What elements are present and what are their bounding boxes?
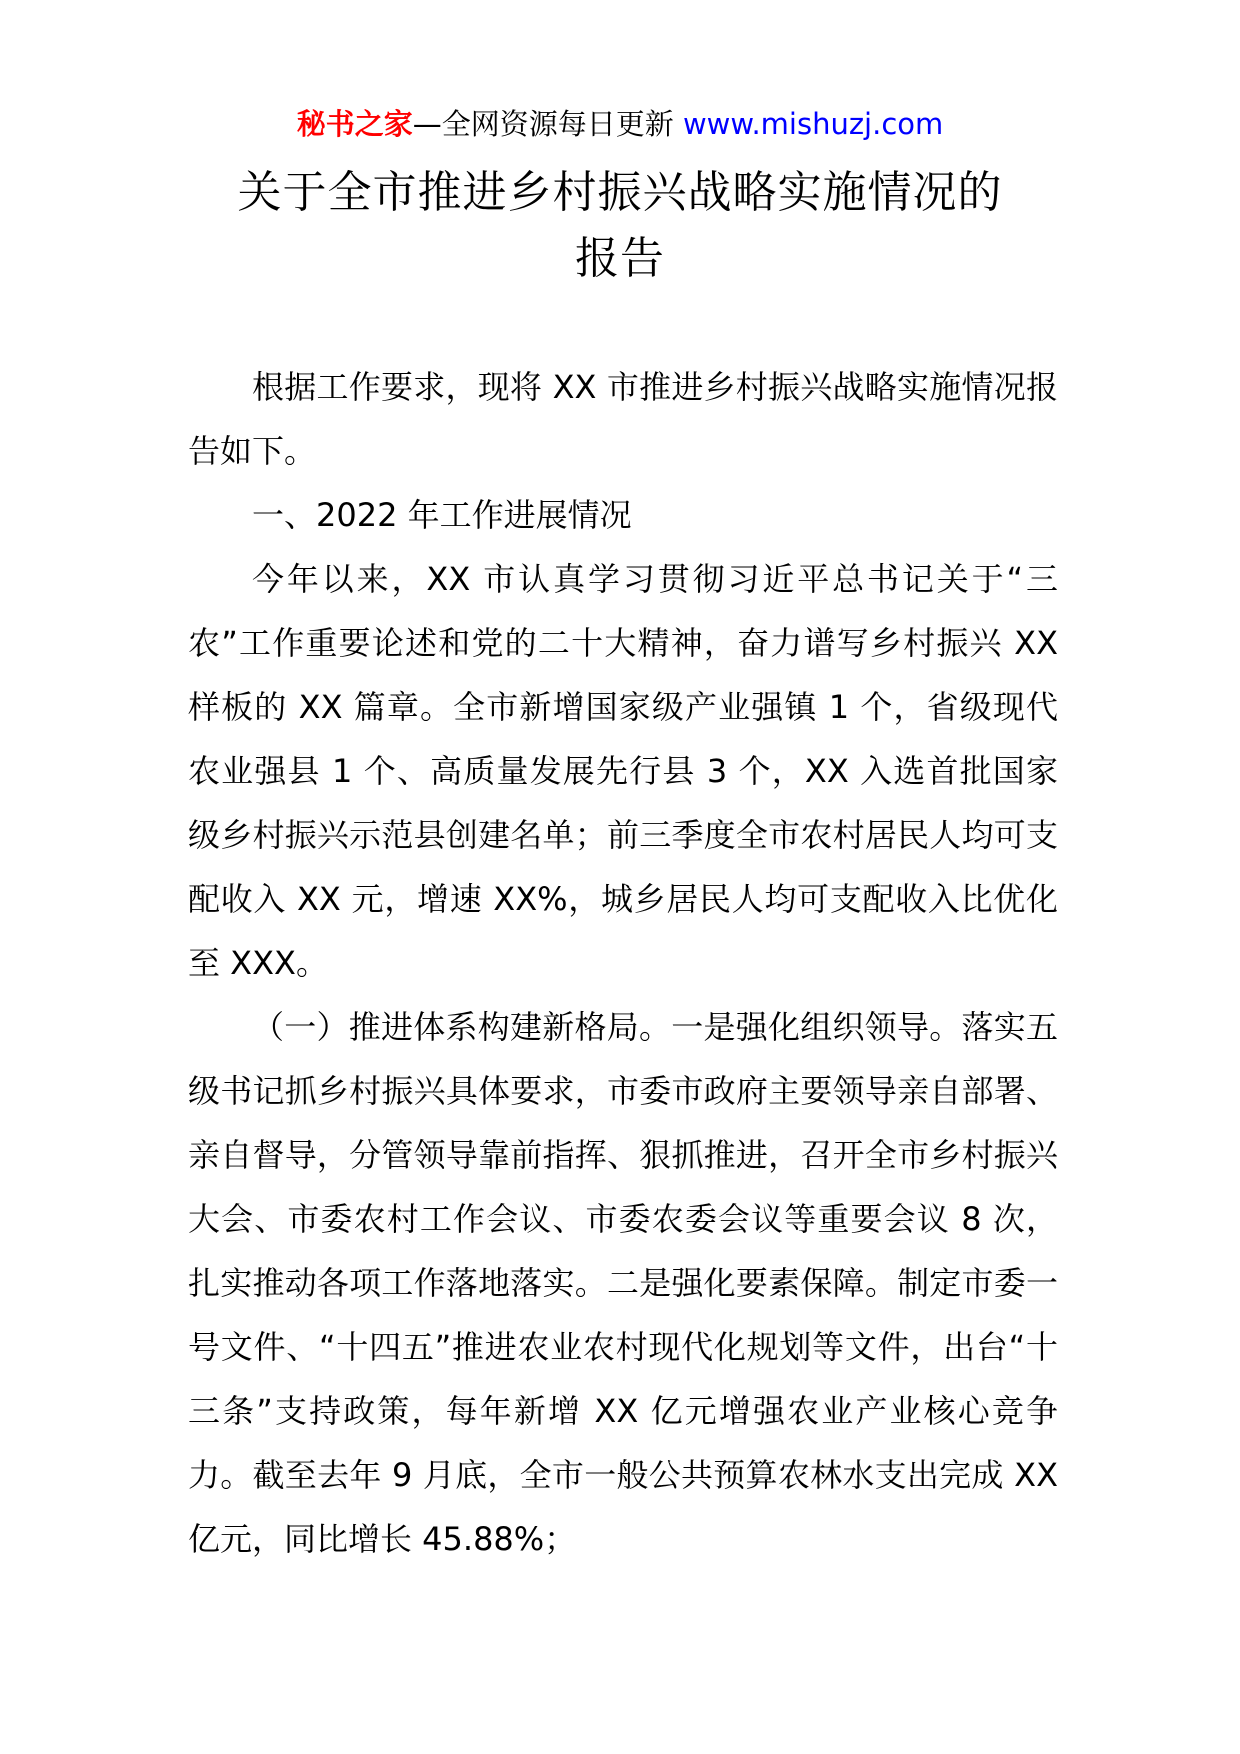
brand-name: 秘书之家 <box>296 107 413 141</box>
document-title <box>0 160 1240 292</box>
header-banner <box>0 104 1240 144</box>
subsection-paragraph: （一）推进体系构建新格局。一是强化组织领导。落实五级书记抓乡村振兴具体要求，市委市政府主要领导亲自部署、亲自督导，分管领导靠前指挥、狠抓推进，召开全市乡村振兴大会、市委农村工作会议、市委农委会议等重要会议 8 次，扎实推动各项工作落地落实。二是强化要素保障。制定市委一号文件、“十四五”推进农业农村现代化规划等文件，出台“十三条”支持政策，每年新增 XX 亿元增强农业产业核心竞争力。截至去年 9 月底，全市一般公共预算农林水支出完成 XX 亿元，同比增长 45.88%； <box>188 1008 1058 1558</box>
section-heading: 一、2022 年工作进展情况 <box>252 496 632 534</box>
title-line-2: 报告 <box>575 233 665 284</box>
section-paragraph: 今年以来，XX 市认真学习贯彻习近平总书记关于“三农”工作重要论述和党的二十大精神，奋力谱写乡村振兴 XX 样板的 XX 篇章。全市新增国家级产业强镇 1 个，省级现代农业强县 1 个、高质量发展先行县 3 个，XX 入选首批国家级乡村振兴示范县创建名单；前三季度全市农村居民人均可支配收入 XX 元，增速 XX%，城乡居民人均可支配收入比优化至 XXX。 <box>188 560 1058 982</box>
site-url-link[interactable]: www.mishuzj.com <box>682 107 944 141</box>
banner-slogan: —全网资源每日更新 <box>412 107 674 141</box>
intro-paragraph: 根据工作要求，现将 XX 市推进乡村振兴战略实施情况报告如下。 <box>188 368 1058 470</box>
document-body <box>188 355 1058 1571</box>
title-line-1: 关于全市推进乡村振兴战略实施情况的 <box>237 167 1003 218</box>
